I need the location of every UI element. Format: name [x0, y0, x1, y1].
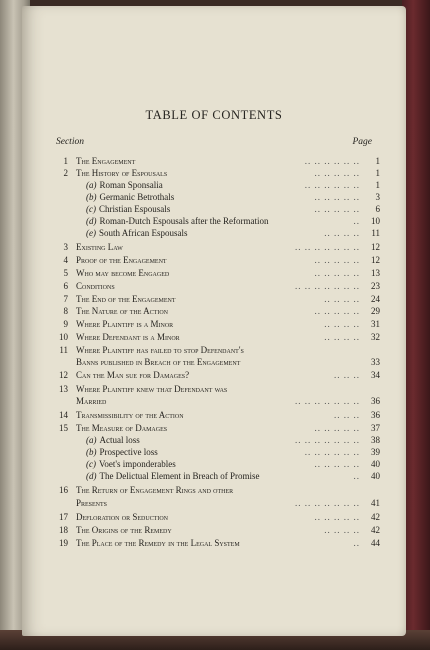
toc-entry-leader: .. .. .. .. .. .. ..: [295, 396, 360, 406]
toc-entry-text: [86, 434, 140, 446]
toc-entry-text: [86, 203, 170, 215]
toc-entry-number: 19: [59, 538, 68, 548]
toc-entry-leader: ..: [353, 471, 360, 481]
toc-entry-title: The Measure of Damages: [76, 423, 168, 433]
toc-entry-number: 2: [63, 168, 68, 178]
toc-entry: [54, 155, 380, 167]
toc-entry-title: Where Plaintiff has failed to stop Defendant's: [76, 345, 244, 355]
toc-entry: [54, 331, 380, 343]
toc-entry-page: 1: [375, 168, 380, 178]
toc-entry: [54, 537, 380, 549]
toc-entry: [54, 344, 380, 356]
toc-entry: [54, 167, 380, 179]
toc-entry-page: 10: [371, 216, 380, 226]
toc-entry: [54, 484, 380, 496]
toc-entry-text: [86, 458, 176, 470]
toc-entry-number: 4: [63, 255, 68, 265]
toc-entry-page: 1: [375, 180, 380, 190]
toc-entry: [54, 215, 380, 227]
toc-entry: [54, 267, 380, 279]
toc-entry-title: Defloration or Seduction: [76, 512, 169, 522]
contents-page: [22, 6, 406, 636]
toc-entry-leader: .. .. .. ..: [324, 319, 360, 329]
toc-entry-leader: .. .. ..: [334, 410, 360, 420]
toc-entry-leader: ..: [353, 216, 360, 226]
page-column-header: Page: [352, 137, 372, 147]
toc-entry-number: 6: [63, 281, 68, 291]
toc-entry-text: [86, 215, 268, 227]
toc-entry-title: The Return of Engagement Rings and other: [76, 485, 234, 495]
toc-entry: [54, 434, 380, 446]
toc-entry-text: [76, 537, 240, 549]
toc-entry: [54, 241, 380, 253]
toc-entry-page: 41: [371, 498, 380, 508]
section-column-header: Section: [56, 137, 84, 147]
toc-entry-text: [86, 470, 259, 482]
toc-entry-title: The Nature of the Action: [76, 306, 168, 316]
toc-entry-title: Prospective loss: [99, 447, 158, 457]
toc-entry-page: 44: [371, 538, 380, 548]
toc-entry-title: The Delictual Element in Breach of Promise: [99, 471, 260, 481]
toc-entry-page: 1: [375, 156, 380, 166]
toc-entry-page: 34: [371, 370, 380, 380]
toc-entry-text: [76, 267, 169, 279]
toc-entry-page: 12: [371, 255, 380, 265]
toc-entry-text: [76, 344, 244, 356]
toc-entry-text: [76, 409, 184, 421]
toc-entry-page: 23: [371, 281, 380, 291]
toc-entry-label: (d): [86, 216, 97, 226]
toc-entry: [54, 305, 380, 317]
toc-entry: [54, 369, 380, 381]
toc-entry-text: [76, 395, 106, 407]
toc-entry: [54, 293, 380, 305]
toc-entry-page: 31: [371, 319, 380, 329]
toc-entry-text: [86, 446, 158, 458]
toc-entry-label: (e): [86, 228, 96, 238]
toc-entry-leader: .. .. .. .. ..: [314, 168, 360, 178]
toc-entry-title: The Origins of the Remedy: [76, 525, 172, 535]
toc-entry-label: (d): [86, 471, 97, 481]
toc-entry-text: [76, 511, 168, 523]
toc-entry-page: 13: [371, 268, 380, 278]
toc-entry-text: [76, 356, 240, 368]
toc-entry: [54, 179, 380, 191]
toc-entry-title: Christian Espousals: [99, 204, 171, 214]
toc-entry-page: 32: [371, 332, 380, 342]
toc-entry-number: 7: [63, 294, 68, 304]
toc-entry-title: Proof of the Engagement: [76, 255, 167, 265]
toc-entry-page: 42: [371, 512, 380, 522]
toc-entry-number: 10: [59, 332, 68, 342]
toc-entry-title: Banns published in Breach of the Engagement: [76, 357, 241, 367]
toc-entry-title: Roman Sponsalia: [99, 180, 163, 190]
toc-entry-number: 1: [63, 156, 68, 166]
toc-entry-page: 3: [375, 192, 380, 202]
toc-entry-title: The Engagement: [76, 156, 136, 166]
toc-entry-number: 9: [63, 319, 68, 329]
toc-entry-title: Voet's imponderables: [99, 459, 176, 469]
toc-entry-number: 18: [59, 525, 68, 535]
toc-entry-text: [76, 369, 189, 381]
toc-entry-text: [76, 318, 173, 330]
toc-entry-page: 12: [371, 242, 380, 252]
toc-entry-text: [76, 280, 115, 292]
toc-entry: [54, 191, 380, 203]
toc-entry-text: [76, 305, 168, 317]
toc-entry-page: 33: [371, 357, 380, 367]
toc-entry-leader: .. .. .. .. .. ..: [304, 180, 360, 190]
toc-entry-leader: .. .. .. .. .. .. ..: [295, 281, 360, 291]
toc-entry-number: 8: [63, 306, 68, 316]
toc-entry-page: 38: [371, 435, 380, 445]
toc-entry-text: [76, 497, 107, 509]
toc-entry-page: 24: [371, 294, 380, 304]
toc-entry: [54, 395, 380, 407]
toc-entry-leader: .. .. .. ..: [324, 294, 360, 304]
toc-entry-text: [76, 484, 233, 496]
toc-entry: [54, 458, 380, 470]
toc-entry-text: [76, 524, 172, 536]
toc-entry: [54, 203, 380, 215]
toc-entry-page: 29: [371, 306, 380, 316]
toc-entry-text: [76, 155, 135, 167]
toc-entry-title: Where Plaintiff is a Minor: [76, 319, 174, 329]
toc-entry-label: (b): [86, 192, 97, 202]
toc-entry: [54, 446, 380, 458]
toc-entry-title: Existing Law: [76, 242, 123, 252]
toc-entry-leader: ..: [353, 538, 360, 548]
toc-entry-number: 17: [59, 512, 68, 522]
toc-entry-page: 36: [371, 396, 380, 406]
toc-entry-leader: .. .. .. .. ..: [314, 512, 360, 522]
toc-entry: [54, 280, 380, 292]
toc-entry-label: (b): [86, 447, 97, 457]
toc-entry-leader: .. .. .. .. .. .. ..: [295, 498, 360, 508]
toc-entry-number: 12: [59, 370, 68, 380]
toc-entry-number: 14: [59, 410, 68, 420]
toc-entry-title: Who may become Engaged: [76, 268, 170, 278]
toc-entry-label: (c): [86, 204, 96, 214]
toc-entry-leader: .. .. .. ..: [324, 332, 360, 342]
toc-entry-title: Presents: [76, 498, 108, 508]
toc-entry-title: The Place of the Remedy in the Legal System: [76, 538, 240, 548]
toc-entry-number: 3: [63, 242, 68, 252]
toc-entry: [54, 511, 380, 523]
toc-entry-leader: .. .. .. .. .. ..: [304, 156, 360, 166]
toc-entry-page: 40: [371, 471, 380, 481]
toc-entry-leader: .. .. .. .. .. .. ..: [295, 435, 360, 445]
toc-entry: [54, 254, 380, 266]
toc-entry-number: 13: [59, 384, 68, 394]
book-cover-edge: [402, 0, 430, 650]
toc-entry-number: 11: [59, 345, 68, 355]
toc-entry-leader: .. .. .. .. .. ..: [304, 447, 360, 457]
toc-entry-text: [76, 293, 176, 305]
toc-entry-title: Conditions: [76, 281, 115, 291]
toc-entry: [54, 227, 380, 239]
toc-entry-title: South African Espousals: [99, 228, 188, 238]
toc-entry-page: 40: [371, 459, 380, 469]
toc-entry-leader: .. .. .. .. ..: [314, 268, 360, 278]
toc-entry-title: The History of Espousals: [76, 168, 168, 178]
toc-entry: [54, 497, 380, 509]
page-title: TABLE OF CONTENTS: [145, 108, 283, 122]
toc-entry-number: 16: [59, 485, 68, 495]
toc-entry-page: 37: [371, 423, 380, 433]
toc-entry-text: [86, 179, 163, 191]
toc-entry: [54, 422, 380, 434]
toc-entry-text: [76, 331, 180, 343]
toc-entry-text: [86, 227, 188, 239]
toc-entry-leader: .. .. .. ..: [324, 228, 360, 238]
toc-entry-leader: .. .. ..: [334, 370, 360, 380]
toc-entry-text: [76, 422, 167, 434]
toc-entry-title: Roman-Dutch Espousals after the Reformation: [99, 216, 269, 226]
toc-entry: [54, 524, 380, 536]
toc-entry-page: 11: [371, 228, 380, 238]
toc-entry-leader: .. .. .. .. ..: [314, 306, 360, 316]
toc-entry-text: [76, 254, 167, 266]
toc-entry-page: 6: [375, 204, 380, 214]
toc-entry-leader: .. .. .. .. ..: [314, 255, 360, 265]
toc-entry-title: Where Defendant is a Minor: [76, 332, 180, 342]
toc-entry-label: (a): [86, 180, 97, 190]
toc-entry-text: [76, 167, 167, 179]
toc-entry-leader: .. .. .. ..: [324, 525, 360, 535]
toc-entry-page: 42: [371, 525, 380, 535]
toc-entry-leader: .. .. .. .. ..: [314, 423, 360, 433]
toc-entry-leader: .. .. .. .. ..: [314, 204, 360, 214]
toc-entry-label: (c): [86, 459, 96, 469]
toc-entry: [54, 383, 380, 395]
toc-entry: [54, 409, 380, 421]
toc-entry-title: Can the Man sue for Damages?: [76, 370, 190, 380]
toc-entry-leader: .. .. .. .. .. .. ..: [295, 242, 360, 252]
toc-entry-text: [76, 383, 227, 395]
toc-entry-title: Married: [76, 396, 107, 406]
toc-entry-text: [76, 241, 123, 253]
toc-entry-text: [86, 191, 174, 203]
toc-entry-title: Where Plaintiff knew that Defendant was: [76, 384, 228, 394]
toc-entry-page: 36: [371, 410, 380, 420]
toc-entry: [54, 318, 380, 330]
toc-entry-title: Germanic Betrothals: [99, 192, 175, 202]
toc-entry-title: The End of the Engagement: [76, 294, 176, 304]
toc-entry: [54, 470, 380, 482]
toc-entry-title: Actual loss: [99, 435, 140, 445]
toc-entry: [54, 356, 380, 368]
toc-entry-page: 39: [371, 447, 380, 457]
toc-entry-number: 15: [59, 423, 68, 433]
toc-entry-number: 5: [63, 268, 68, 278]
toc-entry-leader: .. .. .. .. ..: [314, 459, 360, 469]
toc-entry-label: (a): [86, 435, 97, 445]
toc-entry-title: Transmissibility of the Action: [76, 410, 184, 420]
toc-entry-leader: .. .. .. .. ..: [314, 192, 360, 202]
